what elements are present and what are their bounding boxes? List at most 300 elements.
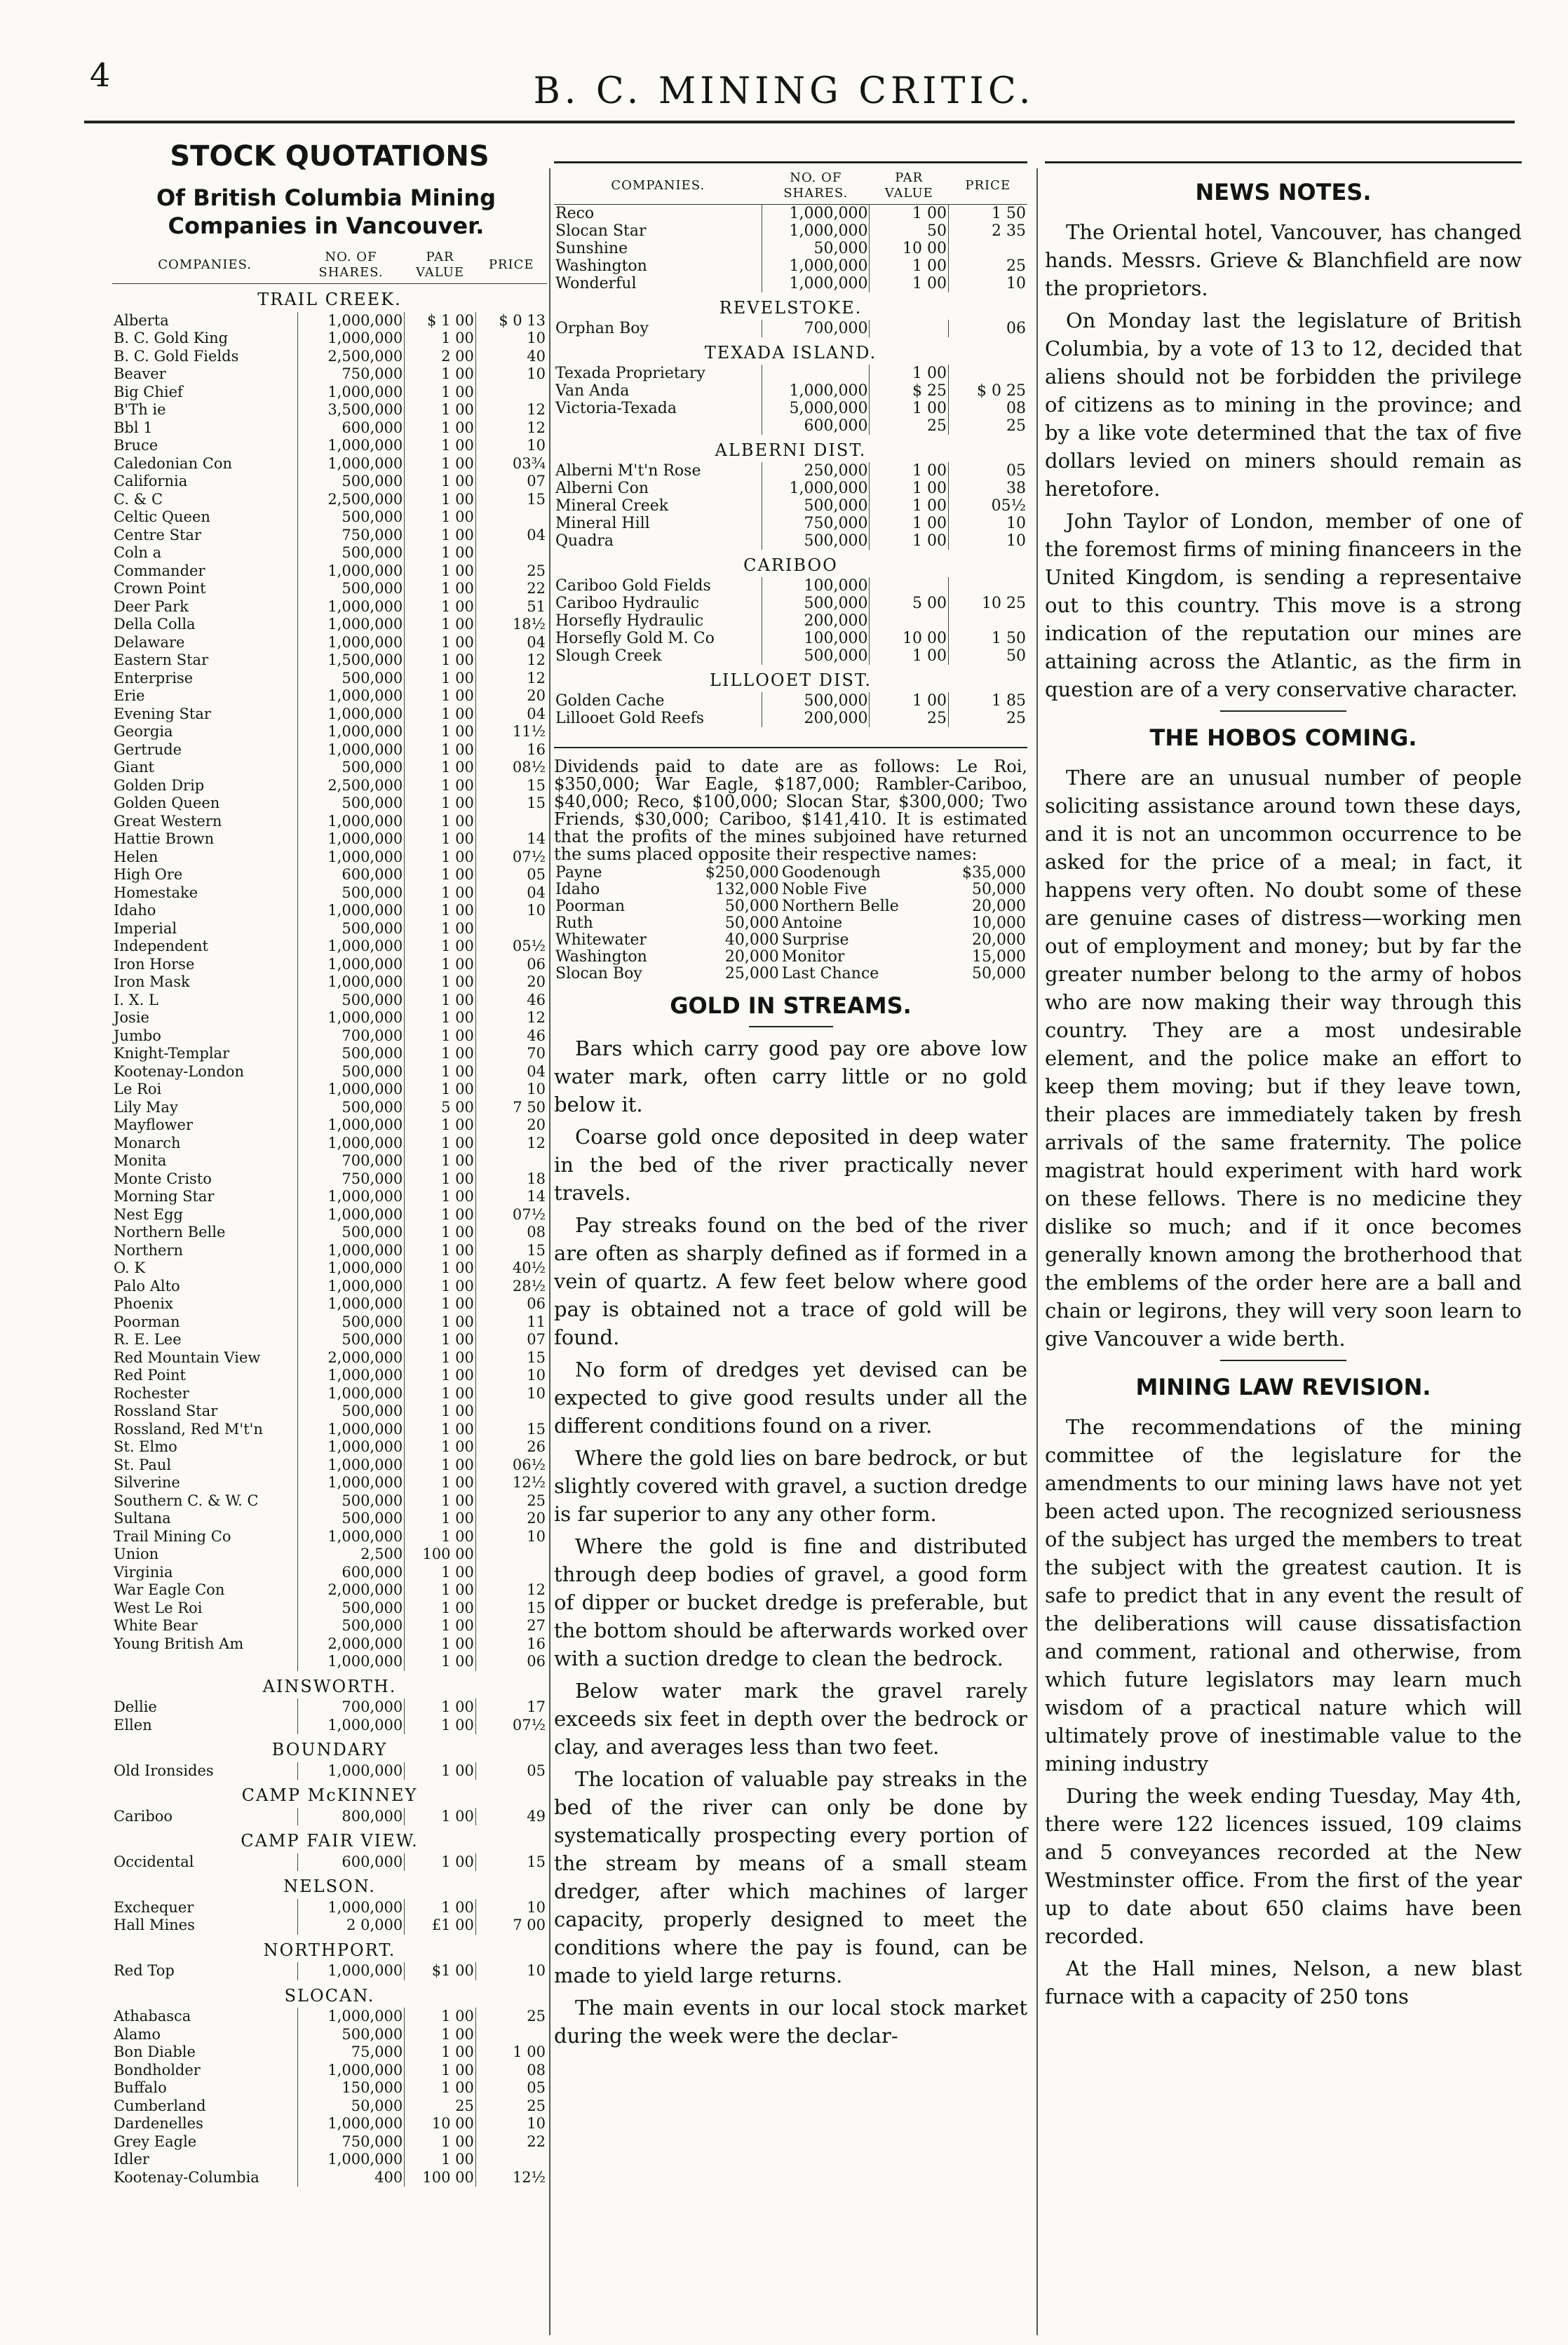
share-count: 1,000,000 [297, 634, 404, 652]
price: 28½ [475, 1278, 547, 1296]
share-count: 1,000,000 [297, 1421, 404, 1439]
company-name: Buffalo [114, 2079, 167, 2096]
par-value: 1 00 [405, 473, 476, 491]
price [475, 508, 547, 527]
price: 27 [475, 1617, 547, 1635]
mine-profit: 40,000 [724, 931, 779, 949]
share-count: 1,000,000 [297, 1259, 404, 1278]
company-name: Della Colla [114, 616, 196, 633]
par-value: 100 00 [405, 1546, 476, 1564]
company-name: Rochester [114, 1384, 189, 1402]
price: 04 [475, 884, 547, 903]
price: 06 [475, 956, 547, 974]
par-value: 1 00 [405, 1116, 476, 1135]
par-value: 1 00 [405, 1045, 476, 1063]
law-rule [1220, 1360, 1346, 1361]
par-value: 1 00 [405, 992, 476, 1010]
share-count: 500,000 [762, 647, 870, 665]
par-value: 1 00 [405, 902, 476, 920]
company-name: High Ore [114, 866, 183, 883]
price: 06 [475, 1653, 547, 1671]
price: 10 [475, 1081, 547, 1099]
par-value: 1 00 [405, 795, 476, 813]
price: 07½ [475, 849, 547, 867]
table-row [112, 1600, 547, 1618]
company-name: Centre Star [114, 526, 201, 543]
price: 1 50 [948, 205, 1027, 223]
par-value: 1 00 [405, 1313, 476, 1332]
price: 10 [475, 1385, 547, 1403]
dividends-rule [554, 747, 1027, 748]
paragraph: At the Hall mines, Nelson, a new blast furnace with a capacity of 250 tons [1045, 1957, 1522, 2008]
table-row [554, 532, 1027, 550]
par-value: 1 00 [405, 1331, 476, 1349]
price: 05½ [475, 938, 547, 956]
par-value: 1 00 [405, 1188, 476, 1206]
price: 17 [475, 1698, 547, 1717]
par-value: 1 00 [405, 1457, 476, 1475]
par-value: 1 00 [405, 616, 476, 634]
company-name: Monita [114, 1152, 167, 1169]
price [475, 1546, 547, 1564]
share-count: 50,000 [297, 2097, 404, 2116]
share-count: 150,000 [297, 2079, 404, 2097]
price: 12 [475, 401, 547, 419]
price: 10 [475, 330, 547, 348]
company-name: Cumberland [114, 2097, 206, 2114]
section-heading: CAMP FAIR VIEW. [241, 1831, 419, 1851]
price: 10 [475, 437, 547, 455]
stock-subtitle: Of British Columbia Mining Companies in Vancouver. [156, 184, 496, 239]
company-name: Cariboo Gold Fields [555, 577, 711, 595]
company-name: Horsefly Gold M. Co [555, 630, 715, 647]
company-name: Monte Cristo [114, 1170, 212, 1187]
table-row [112, 2043, 547, 2062]
company-name: Red Mountain View [114, 1349, 261, 1366]
share-count: 1,000,000 [762, 205, 870, 223]
company-name: Rossland Star [114, 1403, 218, 1419]
share-count: 400 [297, 2169, 404, 2187]
price: 15 [475, 777, 547, 795]
price: 05½ [948, 497, 1027, 515]
share-count: 3,500,000 [297, 401, 404, 419]
share-count: 250,000 [762, 462, 870, 480]
par-value: 1 00 [405, 1278, 476, 1296]
share-count: 1,000,000 [297, 562, 404, 581]
table-row [112, 1899, 547, 1917]
price: 12 [475, 670, 547, 688]
company-name: Bbl 1 [114, 419, 153, 436]
price: 46 [475, 1027, 547, 1046]
dividend-row [554, 949, 1027, 966]
price: 16 [475, 1635, 547, 1654]
company-name: Hattie Brown [114, 830, 215, 847]
share-count: 500,000 [297, 1224, 404, 1242]
company-name: Golden Drip [114, 776, 205, 794]
table-row [554, 222, 1027, 240]
company-name: Giant [114, 759, 154, 776]
mine-name: Goodenough [781, 864, 881, 881]
mine-profit: 50,000 [724, 914, 779, 932]
par-value: 1 00 [870, 205, 949, 223]
share-count: 2 0,000 [297, 1917, 404, 1935]
paragraph: Bars which carry good pay ore above low water mark, often carry little or no gold below it. [554, 1036, 1027, 1116]
price: 25 [475, 562, 547, 581]
price: 7 50 [475, 1099, 547, 1117]
company-name: Georgia [114, 723, 173, 740]
company-name: Erie [114, 687, 145, 704]
share-count: 600,000 [297, 1564, 404, 1582]
par-value: 100 00 [405, 2169, 476, 2187]
par-value: 1 00 [405, 2062, 476, 2080]
price [475, 2151, 547, 2169]
share-count: 500,000 [762, 532, 870, 550]
section-heading-row [112, 1935, 547, 1963]
company-name: Texada Proprietary [555, 365, 705, 382]
price: 38 [948, 480, 1027, 497]
share-count: 1,000,000 [297, 455, 404, 473]
mine-profit: 20,000 [972, 898, 1026, 915]
company-name: Ellen [114, 1716, 152, 1734]
share-count: 700,000 [762, 320, 870, 337]
par-value: 1 00 [405, 1853, 476, 1872]
price: 25 [475, 2008, 547, 2026]
table-row [112, 777, 547, 795]
table-row [554, 692, 1027, 710]
share-count: 2,000,000 [297, 1349, 404, 1367]
hobos-article [1045, 764, 1522, 1353]
price: 10 [475, 2115, 547, 2133]
share-count: 1,000,000 [297, 956, 404, 974]
company-name: Kootenay-Columbia [114, 2168, 259, 2186]
section-heading-row [554, 550, 1027, 577]
par-value: 1 00 [405, 1653, 476, 1671]
dividend-row [554, 915, 1027, 932]
share-count: 1,000,000 [297, 1242, 404, 1260]
price: 10 [948, 515, 1027, 532]
col-price-2: PRICE [948, 168, 1027, 205]
company-name: Alamo [114, 2025, 161, 2043]
table-row [112, 1188, 547, 1206]
price [948, 365, 1027, 382]
par-value: 1 00 [405, 705, 476, 724]
share-count: 500,000 [297, 1403, 404, 1421]
share-count: 1,000,000 [297, 1762, 404, 1780]
table-row [112, 1313, 547, 1332]
price: 18 [475, 1170, 547, 1189]
table-row [112, 1242, 547, 1260]
price: 07 [475, 1331, 547, 1349]
mine-profit: $250,000 [705, 864, 779, 881]
par-value: 1 00 [405, 956, 476, 974]
paragraph: Where the gold lies on bare bedrock, or but slightly covered with gravel, a suction dredge is far superior to any any other form. [554, 1446, 1027, 1526]
par-value: 1 00 [405, 830, 476, 849]
table-row [112, 1457, 547, 1475]
company-name: Dellie [114, 1698, 157, 1715]
par-value: 5 00 [405, 1099, 476, 1117]
price: 25 [948, 710, 1027, 727]
price: 05 [948, 462, 1027, 480]
company-name: Golden Cache [555, 692, 665, 710]
table-row [112, 1492, 547, 1511]
table-row [554, 382, 1027, 400]
company-name: Van Anda [555, 382, 630, 400]
table-row [112, 1962, 547, 1980]
price: 08½ [475, 759, 547, 777]
table-row [112, 544, 547, 562]
share-count: 2,000,000 [297, 1635, 404, 1654]
price: 12½ [475, 2169, 547, 2187]
table-row [112, 1698, 547, 1717]
company-name: Southern C. & W. C [114, 1492, 259, 1509]
share-count: 500,000 [297, 2026, 404, 2044]
price: 05 [475, 1762, 547, 1780]
par-value [870, 320, 949, 337]
table-row [112, 508, 547, 527]
company-name: Alberta [114, 311, 169, 329]
par-value: 1 00 [405, 455, 476, 473]
price: 10 [948, 275, 1027, 292]
dividend-row [554, 881, 1027, 898]
price: 10 25 [948, 595, 1027, 612]
table-row [112, 1331, 547, 1349]
table-row [554, 240, 1027, 257]
price: 04 [475, 1063, 547, 1081]
company-name: Union [114, 1546, 159, 1562]
table-row [112, 759, 547, 777]
table-row [112, 830, 547, 849]
share-count: 200,000 [762, 612, 870, 630]
stock-column [112, 133, 547, 2187]
share-count: 750,000 [297, 2133, 404, 2151]
table-row [554, 400, 1027, 417]
table-row [112, 1045, 547, 1063]
price: 10 [475, 1962, 547, 1980]
mine-profit: 50,000 [972, 881, 1026, 898]
table-row [112, 2026, 547, 2044]
company-name: Bruce [114, 437, 158, 454]
company-name: Rossland, Red M't'n [114, 1420, 263, 1438]
share-count: 1,000,000 [297, 813, 404, 831]
share-count: 1,000,000 [297, 687, 404, 705]
share-count: 1,000,000 [297, 616, 404, 634]
company-name: Deer Park [114, 597, 189, 615]
par-value: 1 00 [870, 365, 949, 382]
mine-name: Ruth [555, 914, 593, 932]
table-row [112, 1546, 547, 1564]
par-value: 1 00 [870, 400, 949, 417]
paragraph: During the week ending Tuesday, May 4th, there were 122 licences issued, 109 claims and 5 conveyances recorded at the New Westminster office. From the first of the year up to date about 650 claims have been recorded. [1045, 1784, 1522, 1948]
price: 06 [475, 1295, 547, 1313]
price: 11½ [475, 723, 547, 741]
company-name: Reco [555, 205, 595, 222]
section-heading: CARIBOO [743, 555, 838, 575]
table-row [554, 462, 1027, 480]
col-price: PRICE [475, 247, 547, 284]
par-value: 10 00 [870, 240, 949, 257]
table-row [112, 723, 547, 741]
table-row [112, 1027, 547, 1046]
mine-name: Monitor [781, 948, 845, 966]
par-value: 1 00 [405, 419, 476, 438]
company-name: Old Ironsides [114, 1762, 214, 1779]
share-count: 500,000 [297, 920, 404, 938]
company-name: White Bear [114, 1617, 198, 1634]
par-value: 2 00 [405, 348, 476, 366]
table-row [112, 956, 547, 974]
table-row [112, 884, 547, 903]
share-count: 1,000,000 [297, 1457, 404, 1475]
dividends-table [554, 865, 1027, 982]
par-value: 1 00 [405, 580, 476, 598]
table-row [554, 205, 1027, 223]
company-name: Slough Creek [555, 647, 662, 665]
company-name: Coln a [114, 544, 162, 561]
col-shares: NO. OF SHARES. [297, 247, 404, 284]
middle-column [554, 133, 1027, 2054]
price: 14 [475, 830, 547, 849]
par-value: 1 00 [405, 1635, 476, 1654]
share-count: 500,000 [297, 473, 404, 491]
share-count: 500,000 [762, 692, 870, 710]
section-heading-row [112, 1671, 547, 1699]
share-count: 1,000,000 [762, 222, 870, 240]
table-row [112, 2062, 547, 2080]
par-value: 1 00 [405, 2043, 476, 2062]
par-value: 1 00 [405, 491, 476, 509]
company-name: Iron Mask [114, 973, 190, 990]
share-count: 500,000 [297, 1099, 404, 1117]
mine-profit: 50,000 [972, 965, 1026, 982]
table-row [112, 2097, 547, 2116]
paragraph: Below water mark the gravel rarely exceeds six feet in depth over the bedrock or clay, and averages less than two feet. [554, 1679, 1027, 1759]
share-count: 500,000 [297, 508, 404, 527]
share-count: 500,000 [297, 1600, 404, 1618]
company-name: Iron Horse [114, 955, 195, 973]
price [948, 612, 1027, 630]
paragraph: There are an unusual number of people soliciting assistance around town these days, and it is not an uncommon occurrence to be asked for the price of a meal; in fact, it happens very often. No doubt some of these are genuine cases of distress—working men out of employment and money; but by far the greater number belong to the army of hobos who are now making their way through this country. They are a most undesirable element, and the police make an effort to keep them moving; but if they leave town, their places are immediately taken by fresh arrivals of the same fraternity. The police magistrat hould experiment with hard work on these fellows. There is no medicine they dislike so much; and if it once becomes generally known among the brotherhood that the emblems of the order here are a ball and chain or legirons, they will very soon learn to give Vancouver a wide berth. [1045, 766, 1522, 1351]
masthead-rule [84, 121, 1515, 123]
company-name: Celtic Queen [114, 508, 210, 525]
par-value [870, 612, 949, 630]
par-value: 1 00 [405, 562, 476, 581]
section-heading: AINSWORTH. [262, 1676, 397, 1696]
col-shares-2: NO. OF SHARES. [762, 168, 870, 205]
share-count: 1,000,000 [297, 1438, 404, 1457]
share-count: 1,000,000 [297, 1899, 404, 1917]
company-name: Jumbo [114, 1027, 161, 1044]
table-row [112, 1224, 547, 1242]
table-row [112, 1116, 547, 1135]
table-row [112, 419, 547, 438]
company-name: Idaho [114, 902, 156, 919]
price: 10 [948, 532, 1027, 550]
paragraph: Where the gold is fine and distributed through deep bodies of gravel, a good form of dipper or bucket dredge is preferable, but the bottom should be afterwards worked over with a suction dredge to clean the bedrock. [554, 1534, 1027, 1670]
table-row [112, 1349, 547, 1367]
par-value: 1 00 [405, 1600, 476, 1618]
par-value: 1 00 [405, 759, 476, 777]
par-value: 1 00 [405, 544, 476, 562]
col-par-2: PAR VALUE [870, 168, 949, 205]
company-name: Bon Diable [114, 2043, 196, 2060]
share-count: 1,000,000 [297, 705, 404, 724]
table-row [554, 710, 1027, 727]
price: 2 35 [948, 222, 1027, 240]
price: 25 [948, 417, 1027, 435]
par-value: 1 00 [405, 1081, 476, 1099]
price [475, 1152, 547, 1170]
par-value: 1 00 [405, 401, 476, 419]
company-name: Alberni Con [555, 480, 649, 497]
table-row [112, 2115, 547, 2133]
table-row [554, 612, 1027, 630]
company-name: Mineral Hill [555, 515, 650, 532]
par-value: 1 00 [405, 1528, 476, 1546]
paragraph: Coarse gold once deposited in deep water in the bed of the river practically never travels. [554, 1125, 1027, 1205]
par-value: £1 00 [405, 1917, 476, 1935]
table-row [112, 1403, 547, 1421]
company-name: Dardenelles [114, 2115, 203, 2132]
price: 12½ [475, 1474, 547, 1492]
par-value: 1 00 [405, 1027, 476, 1046]
table-row [112, 384, 547, 402]
price: 22 [475, 2133, 547, 2151]
company-name: Homestake [114, 884, 198, 901]
share-count: 500,000 [297, 580, 404, 598]
company-name: Gertrude [114, 741, 182, 758]
table-row [112, 401, 547, 419]
mine-name: Last Chance [781, 965, 879, 982]
table-row [112, 1278, 547, 1296]
par-value: 1 00 [405, 1009, 476, 1027]
hobos-title: THE HOBOS COMING. [1149, 724, 1417, 751]
par-value: 25 [870, 417, 949, 435]
share-count: 1,000,000 [297, 598, 404, 616]
company-name: War Eagle Con [114, 1581, 225, 1598]
par-value: 1 00 [405, 1617, 476, 1635]
dividend-row [554, 966, 1027, 982]
news-title: NEWS NOTES. [1195, 179, 1372, 205]
share-count: 2,000,000 [297, 1581, 404, 1600]
price: 15 [475, 1421, 547, 1439]
table-row [554, 320, 1027, 337]
mine-profit: 20,000 [724, 948, 779, 966]
company-name: Wonderful [555, 275, 637, 292]
table-row [112, 1510, 547, 1528]
mine-profit: 20,000 [972, 931, 1026, 949]
share-count: 1,000,000 [297, 1188, 404, 1206]
par-value: 1 00 [870, 480, 949, 497]
price [475, 1564, 547, 1582]
company-name: Morning Star [114, 1188, 215, 1205]
gold-title-rule [749, 1026, 833, 1027]
share-count: 1,500,000 [297, 651, 404, 670]
section-heading-row [554, 665, 1027, 692]
par-value: 1 00 [405, 1385, 476, 1403]
section-heading-row [112, 1871, 547, 1899]
company-name: Knight-Templar [114, 1045, 230, 1062]
price: 07½ [475, 1206, 547, 1224]
company-name: Golden Queen [114, 795, 220, 811]
table-row [112, 437, 547, 455]
par-value: 1 00 [405, 437, 476, 455]
share-count: 500,000 [297, 759, 404, 777]
table-row [112, 348, 547, 366]
price: 26 [475, 1438, 547, 1457]
column-divider-2 [1036, 168, 1038, 2335]
company-name: St. Paul [114, 1456, 172, 1473]
par-value: 1 00 [870, 647, 949, 665]
